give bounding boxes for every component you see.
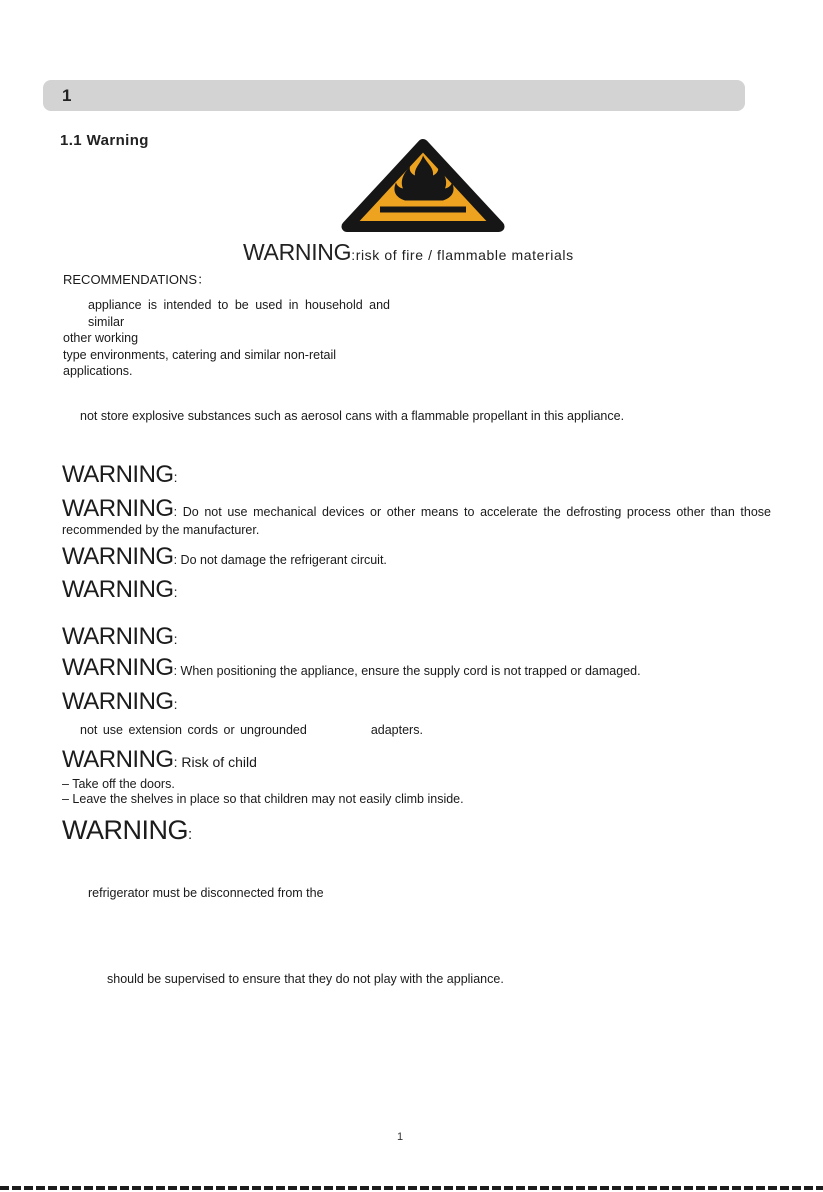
page-number: 1 bbox=[396, 1131, 404, 1143]
warning-heading-3: WARNING: bbox=[62, 623, 178, 650]
warning-defrost: WARNING: Do not use mechanical devices or other means to accelerate the defrosting process other than those recommended by the manufacturer. bbox=[62, 495, 771, 537]
warning-refrigerant: WARNING: Do not damage the refrigerant circuit. bbox=[62, 543, 387, 570]
chapter-number: 1 bbox=[62, 85, 72, 105]
recommendations-heading: RECOMMENDATIONS： bbox=[63, 272, 211, 287]
warning-heading-5: WARNING: bbox=[62, 815, 193, 845]
warning-heading-1: WARNING: bbox=[62, 461, 178, 488]
aerosol-note: not store explosive substances such as aerosol cans with a flammable propellant in this appliance. bbox=[80, 409, 625, 423]
warning-heading-2: WARNING: bbox=[62, 576, 178, 603]
recommendations-line-2: other working bbox=[63, 331, 139, 346]
flammable-warning-icon bbox=[340, 136, 506, 235]
warning-heading-4: WARNING: bbox=[62, 688, 178, 715]
section-title: 1.1 Warning bbox=[60, 132, 149, 149]
child-risk-item-1: – Take off the doors. bbox=[62, 777, 175, 791]
child-risk-item-2: – Leave the shelves in place so that children may not easily climb inside. bbox=[62, 792, 464, 806]
recommendations-line-3: type environments, catering and similar non-retail applications. bbox=[63, 347, 337, 379]
supervision-note: should be supervised to ensure that they do not play with the appliance. bbox=[107, 972, 504, 986]
fire-warning-caption-text: :risk of fire / flammable materials bbox=[351, 247, 574, 263]
warning-supply-cord: WARNING: When positioning the appliance, ensure the supply cord is not trapped or damaged. bbox=[62, 654, 641, 681]
chapter-header-bar bbox=[43, 80, 745, 111]
recommendations-paragraph bbox=[63, 297, 403, 380]
recommendations-line-1: appliance is intended to be used in household and similar bbox=[88, 298, 390, 329]
warning-child-risk: WARNING: Risk of child bbox=[62, 746, 257, 773]
fire-warning-word: WARNING bbox=[243, 239, 352, 265]
disconnect-note: refrigerator must be disconnected from the bbox=[88, 886, 324, 900]
extension-cords-note: not use extension cords or ungrounded adapters. bbox=[80, 723, 423, 737]
fire-warning-caption bbox=[243, 239, 574, 266]
page-bottom-divider bbox=[0, 1186, 823, 1190]
